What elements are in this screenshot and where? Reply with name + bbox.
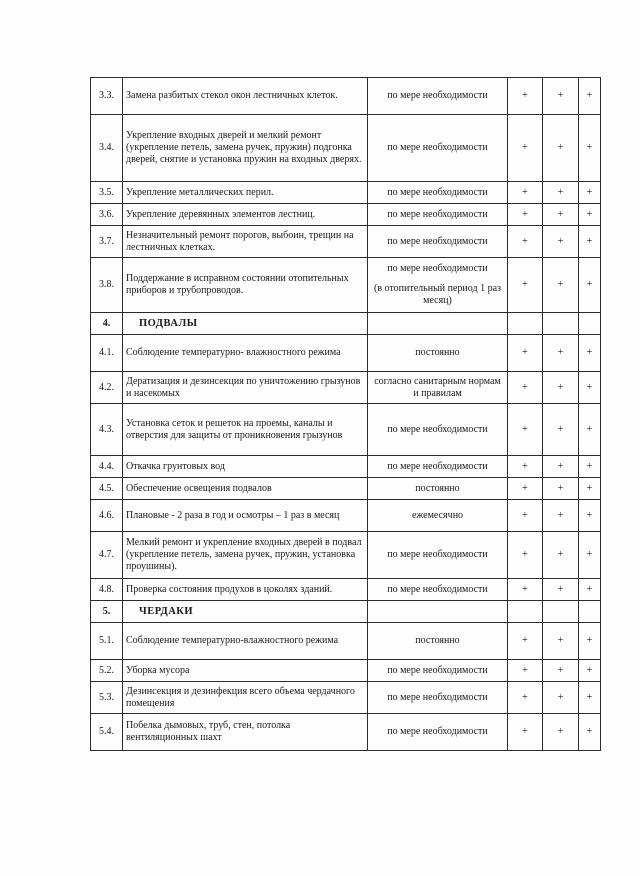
item-description: Соблюдение температурно-влажностного режима xyxy=(123,623,368,660)
frequency-text: постоянно xyxy=(415,482,460,494)
plus-mark: + xyxy=(543,204,579,226)
plus-mark: + xyxy=(508,372,543,404)
plus-mark: + xyxy=(508,500,543,532)
item-description: Плановые - 2 раза в год и осмотры – 1 раз в месяц xyxy=(123,500,368,532)
plus-mark: + xyxy=(579,204,601,226)
item-number: 4.1. xyxy=(91,335,123,372)
plus-mark: + xyxy=(508,258,543,313)
item-description: Проверка состояния продухов в цоколях зданий. xyxy=(123,579,368,601)
table-row xyxy=(91,714,601,751)
item-description: Укрепление входных дверей и мелкий ремонт (укрепление петель, замена ручек, пружин) подгонка дверей, снятие и установка пружин на входных дверях. xyxy=(123,115,368,182)
plus-mark: + xyxy=(508,579,543,601)
item-number: 5.1. xyxy=(91,623,123,660)
plus-mark: + xyxy=(579,660,601,682)
maintenance-schedule-table xyxy=(90,77,601,751)
section-number: 5. xyxy=(91,601,123,623)
item-frequency xyxy=(368,204,508,226)
plus-mark: + xyxy=(543,258,579,313)
plus-mark: + xyxy=(508,182,543,204)
plus-mark: + xyxy=(579,372,601,404)
plus-mark: + xyxy=(508,682,543,714)
item-frequency xyxy=(368,226,508,258)
item-number: 4.8. xyxy=(91,579,123,601)
frequency-text: (в отопительный период 1 раз месяц) xyxy=(374,283,501,306)
item-frequency xyxy=(368,372,508,404)
table-row xyxy=(91,500,601,532)
item-description: Незначительный ремонт порогов, выбоин, трещин на лестничных клетках. xyxy=(123,226,368,258)
section-title: ПОДВАЛЫ xyxy=(123,313,368,335)
frequency-text: постоянно xyxy=(415,635,460,646)
frequency-text: по мере необходимости xyxy=(387,423,488,435)
plus-mark: + xyxy=(579,226,601,258)
plus-mark: + xyxy=(508,335,543,372)
plus-mark: + xyxy=(579,335,601,372)
plus-mark: + xyxy=(543,335,579,372)
plus-mark: + xyxy=(508,78,543,115)
plus-mark: + xyxy=(508,660,543,682)
table-row xyxy=(91,115,601,182)
item-number: 3.5. xyxy=(91,182,123,204)
item-frequency xyxy=(368,78,508,115)
plus-mark: + xyxy=(508,714,543,751)
item-number: 4.4. xyxy=(91,456,123,478)
item-number: 3.4. xyxy=(91,115,123,182)
frequency-text: по мере необходимости xyxy=(387,186,488,198)
empty-cell xyxy=(543,601,579,623)
table-row xyxy=(91,532,601,579)
table-row xyxy=(91,226,601,258)
empty-cell xyxy=(508,601,543,623)
table-row xyxy=(91,456,601,478)
plus-mark: + xyxy=(579,456,601,478)
empty-cell xyxy=(543,313,579,335)
item-frequency xyxy=(368,500,508,532)
item-frequency xyxy=(368,115,508,182)
plus-mark: + xyxy=(543,226,579,258)
item-number: 5.2. xyxy=(91,660,123,682)
frequency-text: по мере необходимости xyxy=(387,583,488,595)
plus-mark: + xyxy=(543,372,579,404)
plus-mark: + xyxy=(543,532,579,579)
section-row xyxy=(91,601,601,623)
plus-mark: + xyxy=(579,500,601,532)
item-number: 3.7. xyxy=(91,226,123,258)
plus-mark: + xyxy=(543,404,579,456)
frequency-text: по мере необходимости xyxy=(387,549,488,560)
item-frequency xyxy=(368,456,508,478)
item-description: Побелка дымовых, труб, стен, потолка вентиляционных шахт xyxy=(123,714,368,751)
plus-mark: + xyxy=(579,78,601,115)
item-frequency xyxy=(368,258,508,313)
frequency-text: по мере необходимости xyxy=(387,90,488,101)
item-number: 4.3. xyxy=(91,404,123,456)
table-body xyxy=(91,78,601,751)
item-description: Укрепление металлических перил. xyxy=(123,182,368,204)
frequency-text: по мере необходимости xyxy=(387,142,488,153)
table-row xyxy=(91,335,601,372)
empty-cell xyxy=(579,601,601,623)
table-row xyxy=(91,404,601,456)
item-number: 3.8. xyxy=(91,258,123,313)
frequency-gap xyxy=(371,275,504,283)
item-number: 5.3. xyxy=(91,682,123,714)
plus-mark: + xyxy=(579,404,601,456)
plus-mark: + xyxy=(543,579,579,601)
table-row xyxy=(91,182,601,204)
item-description: Замена разбитых стекол окон лестничных клеток. xyxy=(123,78,368,115)
plus-mark: + xyxy=(508,456,543,478)
item-description: Соблюдение температурно- влажностного режима xyxy=(123,335,368,372)
plus-mark: + xyxy=(508,478,543,500)
item-description: Установка сеток и решеток на проемы, каналы и отверстия для защиты от проникновения грызунов xyxy=(123,404,368,456)
empty-cell xyxy=(368,313,508,335)
table-row xyxy=(91,258,601,313)
item-frequency xyxy=(368,404,508,456)
item-description: Поддержание в исправном состоянии отопительных приборов и трубопроводов. xyxy=(123,258,368,313)
plus-mark: + xyxy=(543,623,579,660)
plus-mark: + xyxy=(579,682,601,714)
plus-mark: + xyxy=(508,532,543,579)
item-description: Дезинсекция и дезинфекция всего объема чердачного помещения xyxy=(123,682,368,714)
plus-mark: + xyxy=(508,226,543,258)
frequency-text: ежемесячно xyxy=(411,509,464,521)
section-title: ЧЕРДАКИ xyxy=(123,601,368,623)
plus-mark: + xyxy=(543,456,579,478)
empty-cell xyxy=(368,601,508,623)
table-row xyxy=(91,78,601,115)
item-frequency xyxy=(368,623,508,660)
frequency-text: по мере необходимости xyxy=(387,235,488,247)
section-row xyxy=(91,313,601,335)
item-description: Уборка мусора xyxy=(123,660,368,682)
item-description: Мелкий ремонт и укрепление входных дверей в подвал (укрепление петель, замена ручек, пружин, установка проушины). xyxy=(123,532,368,579)
plus-mark: + xyxy=(543,682,579,714)
section-number: 4. xyxy=(91,313,123,335)
item-frequency xyxy=(368,335,508,372)
item-frequency xyxy=(368,532,508,579)
plus-mark: + xyxy=(543,182,579,204)
item-number: 3.3. xyxy=(91,78,123,115)
plus-mark: + xyxy=(508,204,543,226)
item-description: Дератизация и дезинсекция по уничтожению грызунов и насекомых xyxy=(123,372,368,404)
plus-mark: + xyxy=(579,258,601,313)
table-row xyxy=(91,204,601,226)
plus-mark: + xyxy=(579,623,601,660)
item-number: 3.6. xyxy=(91,204,123,226)
table-row xyxy=(91,579,601,601)
plus-mark: + xyxy=(579,532,601,579)
table-row xyxy=(91,478,601,500)
plus-mark: + xyxy=(579,579,601,601)
empty-cell xyxy=(508,313,543,335)
plus-mark: + xyxy=(579,478,601,500)
empty-cell xyxy=(579,313,601,335)
plus-mark: + xyxy=(543,660,579,682)
item-description: Обеспечение освещения подвалов xyxy=(123,478,368,500)
item-number: 4.6. xyxy=(91,500,123,532)
plus-mark: + xyxy=(543,714,579,751)
plus-mark: + xyxy=(508,115,543,182)
plus-mark: + xyxy=(508,623,543,660)
frequency-text: по мере необходимости xyxy=(387,263,488,274)
item-frequency xyxy=(368,714,508,751)
plus-mark: + xyxy=(579,182,601,204)
frequency-text: по мере необходимости xyxy=(387,664,488,676)
item-number: 4.5. xyxy=(91,478,123,500)
plus-mark: + xyxy=(579,714,601,751)
plus-mark: + xyxy=(579,115,601,182)
plus-mark: + xyxy=(543,500,579,532)
table-row xyxy=(91,660,601,682)
item-frequency xyxy=(368,478,508,500)
item-frequency xyxy=(368,660,508,682)
item-frequency xyxy=(368,182,508,204)
item-number: 5.4. xyxy=(91,714,123,751)
plus-mark: + xyxy=(543,115,579,182)
table-row xyxy=(91,372,601,404)
item-description: Укрепление деревянных элементов лестниц. xyxy=(123,204,368,226)
frequency-text: по мере необходимости xyxy=(387,726,488,737)
plus-mark: + xyxy=(543,478,579,500)
item-number: 4.2. xyxy=(91,372,123,404)
table-row xyxy=(91,623,601,660)
frequency-text: по мере необходимости xyxy=(387,460,488,472)
item-number: 4.7. xyxy=(91,532,123,579)
item-frequency xyxy=(368,682,508,714)
frequency-text: по мере необходимости xyxy=(387,691,488,703)
table-row xyxy=(91,682,601,714)
plus-mark: + xyxy=(508,404,543,456)
frequency-text: по мере необходимости xyxy=(387,208,488,220)
item-frequency xyxy=(368,579,508,601)
frequency-text: согласно санитарным нормам и правилам xyxy=(374,375,501,399)
plus-mark: + xyxy=(543,78,579,115)
item-description: Откачка грунтовых вод xyxy=(123,456,368,478)
frequency-text: постоянно xyxy=(415,347,460,358)
